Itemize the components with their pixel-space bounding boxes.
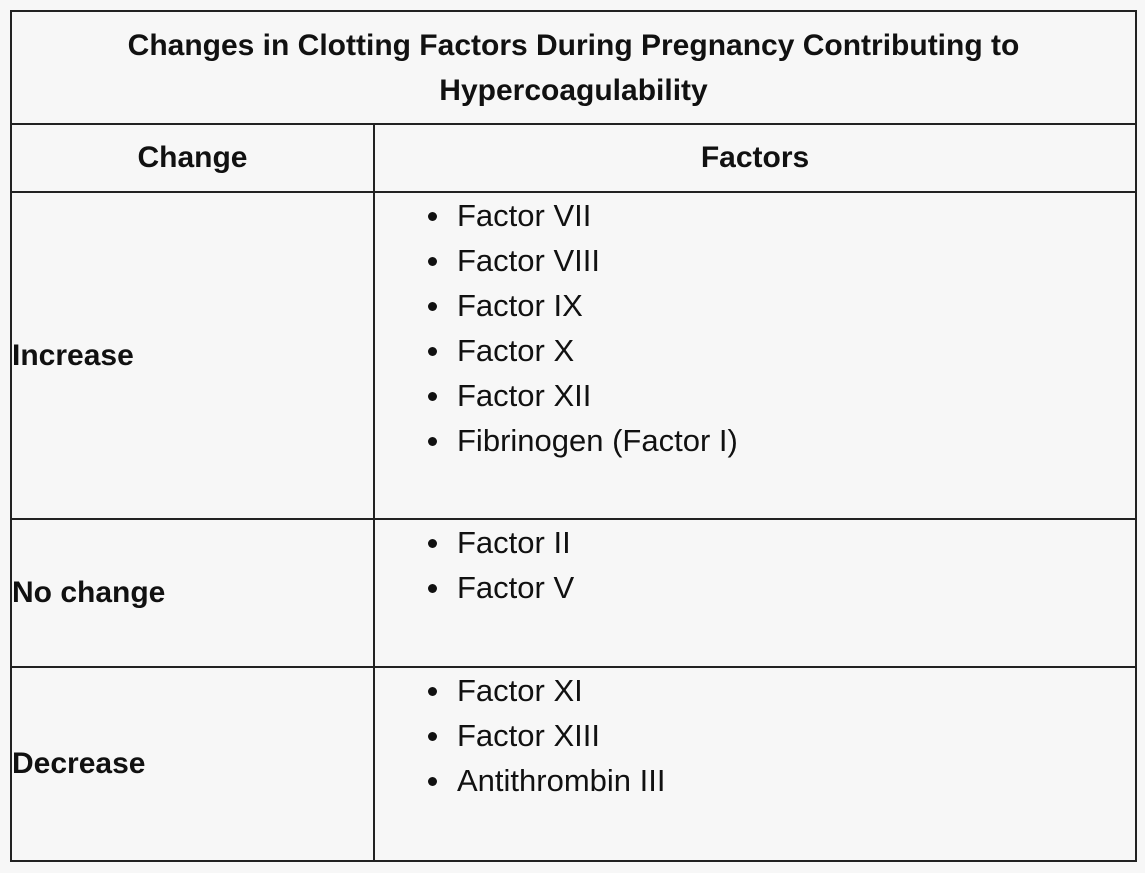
table-title-row (11, 11, 1136, 124)
list-item: Factor XI (457, 668, 1135, 713)
change-label-increase: Increase (11, 192, 374, 519)
bullet-icon (428, 584, 437, 593)
bullet-icon (428, 302, 437, 311)
list-item: Factor II (457, 520, 1135, 565)
list-item: Factor XII (457, 373, 1135, 418)
bullet-icon (428, 257, 437, 266)
bullet-icon (428, 392, 437, 401)
clotting-factors-table-container (10, 10, 1135, 860)
list-item: Factor VII (457, 193, 1135, 238)
list-item: Factor X (457, 328, 1135, 373)
header-change: Change (11, 124, 374, 192)
factor-list (375, 668, 1135, 803)
table-header-row (11, 124, 1136, 192)
table-title: Changes in Clotting Factors During Pregnancy Contributing to Hypercoagulability (11, 11, 1136, 124)
header-factors: Factors (374, 124, 1136, 192)
factor-list (375, 520, 1135, 610)
factors-cell-increase (374, 192, 1136, 519)
clotting-factors-table (10, 10, 1137, 862)
change-label-no-change: No change (11, 519, 374, 667)
bullet-icon (428, 777, 437, 786)
table-row (11, 667, 1136, 861)
list-item: Factor XIII (457, 713, 1135, 758)
list-item: Antithrombin III (457, 758, 1135, 803)
factors-cell-decrease (374, 667, 1136, 861)
list-item: Factor V (457, 565, 1135, 610)
table-row (11, 192, 1136, 519)
table-row (11, 519, 1136, 667)
bullet-icon (428, 347, 437, 356)
factors-cell-no-change (374, 519, 1136, 667)
bullet-icon (428, 539, 437, 548)
list-item: Factor IX (457, 283, 1135, 328)
list-item: Fibrinogen (Factor I) (457, 418, 1135, 463)
change-label-decrease: Decrease (11, 667, 374, 861)
bullet-icon (428, 437, 437, 446)
factor-list (375, 193, 1135, 463)
bullet-icon (428, 212, 437, 221)
bullet-icon (428, 687, 437, 696)
list-item: Factor VIII (457, 238, 1135, 283)
bullet-icon (428, 732, 437, 741)
